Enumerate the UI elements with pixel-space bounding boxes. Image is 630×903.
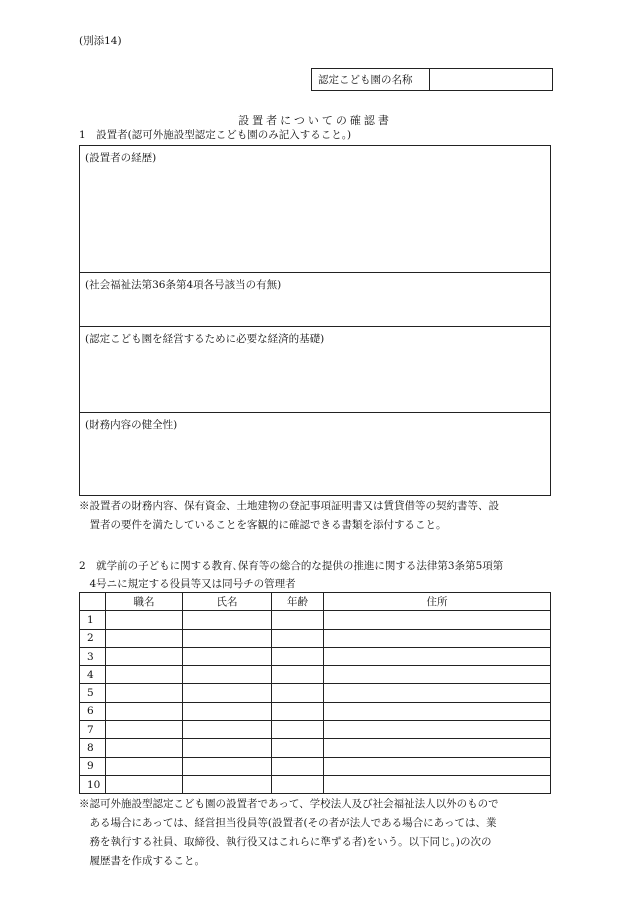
header-title: 職名	[106, 593, 183, 611]
name-cell[interactable]	[183, 647, 272, 665]
header-no	[80, 593, 106, 611]
address-cell[interactable]	[324, 702, 551, 720]
table-row	[80, 757, 551, 775]
table-row	[80, 647, 551, 665]
row-number: 2	[80, 629, 106, 647]
name-cell[interactable]	[183, 666, 272, 684]
note-line: ※設置者の財務内容、保有資金、土地建物の登記事項証明書又は賃貸借等の契約書等、設	[79, 500, 499, 512]
age-cell[interactable]	[272, 684, 324, 702]
address-cell[interactable]	[324, 647, 551, 665]
economic-basis-label: (認定こども園を経営するために必要な経済的基礎)	[85, 333, 325, 345]
header-age: 年齢	[272, 593, 324, 611]
table-row	[80, 629, 551, 647]
address-cell[interactable]	[324, 684, 551, 702]
name-cell[interactable]	[183, 775, 272, 793]
career-field[interactable]	[80, 146, 550, 273]
name-cell[interactable]	[183, 629, 272, 647]
table-row	[80, 611, 551, 629]
table-row	[80, 666, 551, 684]
title-cell[interactable]	[106, 629, 183, 647]
row-number: 10	[80, 775, 106, 793]
economic-basis-field[interactable]	[80, 327, 550, 413]
table-row	[80, 684, 551, 702]
title-cell[interactable]	[106, 702, 183, 720]
row-number: 7	[80, 721, 106, 739]
row-number: 6	[80, 702, 106, 720]
social-welfare-act-field[interactable]	[80, 273, 550, 327]
title-cell[interactable]	[106, 739, 183, 757]
note-line: 務を執行する社員、取締役、執行役又はこれらに準ずる者)をいう。以下同じ。)の次の	[79, 836, 492, 848]
financial-soundness-field[interactable]	[80, 413, 550, 497]
name-cell[interactable]	[183, 721, 272, 739]
name-cell[interactable]	[183, 702, 272, 720]
appendix-number: (別添14)	[79, 35, 122, 47]
heading-line: 4号ニに規定する役員等又は同号チの管理者	[79, 578, 296, 590]
note-line: ※認可外施設型認定こども園の設置者であって、学校法人及び社会福祉法人以外のもので	[79, 798, 499, 810]
title-cell[interactable]	[106, 775, 183, 793]
title-cell[interactable]	[106, 666, 183, 684]
row-number: 1	[80, 611, 106, 629]
title-cell[interactable]	[106, 647, 183, 665]
age-cell[interactable]	[272, 666, 324, 684]
title-cell[interactable]	[106, 684, 183, 702]
social-welfare-act-label: (社会福祉法第36条第4項各号該当の有無)	[85, 279, 282, 291]
note-line: 履歴書を作成すること。	[79, 855, 205, 867]
address-cell[interactable]	[324, 775, 551, 793]
facility-name-field[interactable]	[430, 69, 552, 90]
address-cell[interactable]	[324, 739, 551, 757]
table-row	[80, 775, 551, 793]
row-number: 5	[80, 684, 106, 702]
financial-soundness-label: (財務内容の健全性)	[85, 419, 178, 431]
address-cell[interactable]	[324, 721, 551, 739]
note-line: 置者の要件を満たしていることを客観的に確認できる書類を添付すること。	[79, 519, 447, 531]
age-cell[interactable]	[272, 629, 324, 647]
note-line: ある場合にあっては、経営担当役員等(設置者(その者が法人である場合にあっては、業	[79, 817, 497, 829]
name-cell[interactable]	[183, 611, 272, 629]
officers-table	[79, 592, 551, 794]
age-cell[interactable]	[272, 757, 324, 775]
row-number: 8	[80, 739, 106, 757]
facility-name-box	[311, 68, 553, 91]
career-label: (設置者の経歴)	[85, 152, 157, 164]
section-1-note	[79, 497, 499, 535]
section-1-heading: 1 設置者(認可外施設型認定こども園のみ記入すること。)	[79, 129, 352, 141]
address-cell[interactable]	[324, 611, 551, 629]
address-cell[interactable]	[324, 629, 551, 647]
age-cell[interactable]	[272, 702, 324, 720]
table-row	[80, 702, 551, 720]
age-cell[interactable]	[272, 775, 324, 793]
document-title: 設置者についての確認書	[238, 114, 392, 127]
title-cell[interactable]	[106, 611, 183, 629]
table-row	[80, 739, 551, 757]
header-address: 住所	[324, 593, 551, 611]
row-number: 9	[80, 757, 106, 775]
age-cell[interactable]	[272, 721, 324, 739]
name-cell[interactable]	[183, 757, 272, 775]
section-2-heading	[79, 557, 503, 593]
age-cell[interactable]	[272, 739, 324, 757]
heading-line: 2 就学前の子どもに関する教育､保育等の総合的な提供の推進に関する法律第3条第5項第	[79, 560, 504, 572]
address-cell[interactable]	[324, 757, 551, 775]
age-cell[interactable]	[272, 611, 324, 629]
table-row	[80, 721, 551, 739]
age-cell[interactable]	[272, 647, 324, 665]
table-header-row	[80, 593, 551, 611]
address-cell[interactable]	[324, 666, 551, 684]
establisher-info-box	[79, 145, 551, 496]
row-number: 4	[80, 666, 106, 684]
name-cell[interactable]	[183, 684, 272, 702]
name-cell[interactable]	[183, 739, 272, 757]
title-cell[interactable]	[106, 721, 183, 739]
header-name: 氏名	[183, 593, 272, 611]
row-number: 3	[80, 647, 106, 665]
title-cell[interactable]	[106, 757, 183, 775]
facility-name-label: 認定こども園の名称	[312, 69, 430, 90]
section-2-note	[79, 795, 499, 871]
